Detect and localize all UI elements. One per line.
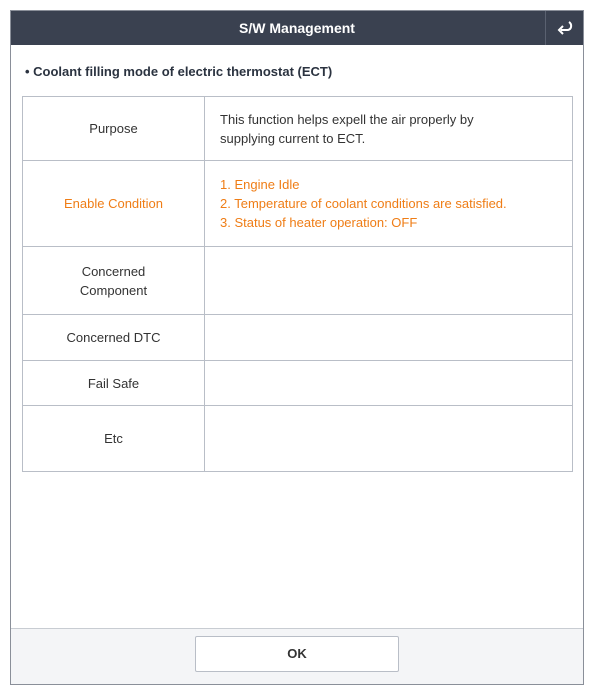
table-row xyxy=(23,161,573,247)
concerned-component-label xyxy=(23,247,205,315)
etc-value xyxy=(205,406,573,472)
dialog-title: S/W Management xyxy=(239,20,355,36)
value-line: 2. Temperature of coolant conditions are satisfied. xyxy=(220,196,507,211)
info-table xyxy=(22,96,573,472)
table-row xyxy=(23,361,573,406)
purpose-value xyxy=(205,97,573,161)
table-row xyxy=(23,406,573,472)
table-row xyxy=(23,315,573,361)
concerned-dtc-value xyxy=(205,315,573,361)
ok-button[interactable]: OK xyxy=(195,636,399,672)
etc-label: Etc xyxy=(23,406,205,472)
value-line: supplying current to ECT. xyxy=(220,130,366,146)
fail-safe-label: Fail Safe xyxy=(23,361,205,406)
enable-condition-value xyxy=(205,161,573,247)
concerned-component-value xyxy=(205,247,573,315)
purpose-label: Purpose xyxy=(23,97,205,161)
label-line: Concerned xyxy=(81,263,146,279)
fail-safe-value xyxy=(205,361,573,406)
return-arrow-icon xyxy=(557,21,573,35)
back-button[interactable] xyxy=(545,11,583,45)
dialog-footer xyxy=(11,628,583,684)
concerned-dtc-label: Concerned DTC xyxy=(23,315,205,361)
value-line: 1. Engine Idle xyxy=(220,177,300,192)
label-line: Component xyxy=(79,282,148,298)
table-row xyxy=(23,247,573,315)
value-line: 3. Status of heater operation: OFF xyxy=(220,215,418,230)
table-row xyxy=(23,97,573,161)
sw-management-dialog xyxy=(10,10,584,685)
enable-condition-label: Enable Condition xyxy=(23,161,205,247)
title-bar xyxy=(11,11,583,45)
value-line: This function helps expell the air properly by xyxy=(220,111,474,127)
section-title: • Coolant filling mode of electric thermostat (ECT) xyxy=(25,64,333,79)
